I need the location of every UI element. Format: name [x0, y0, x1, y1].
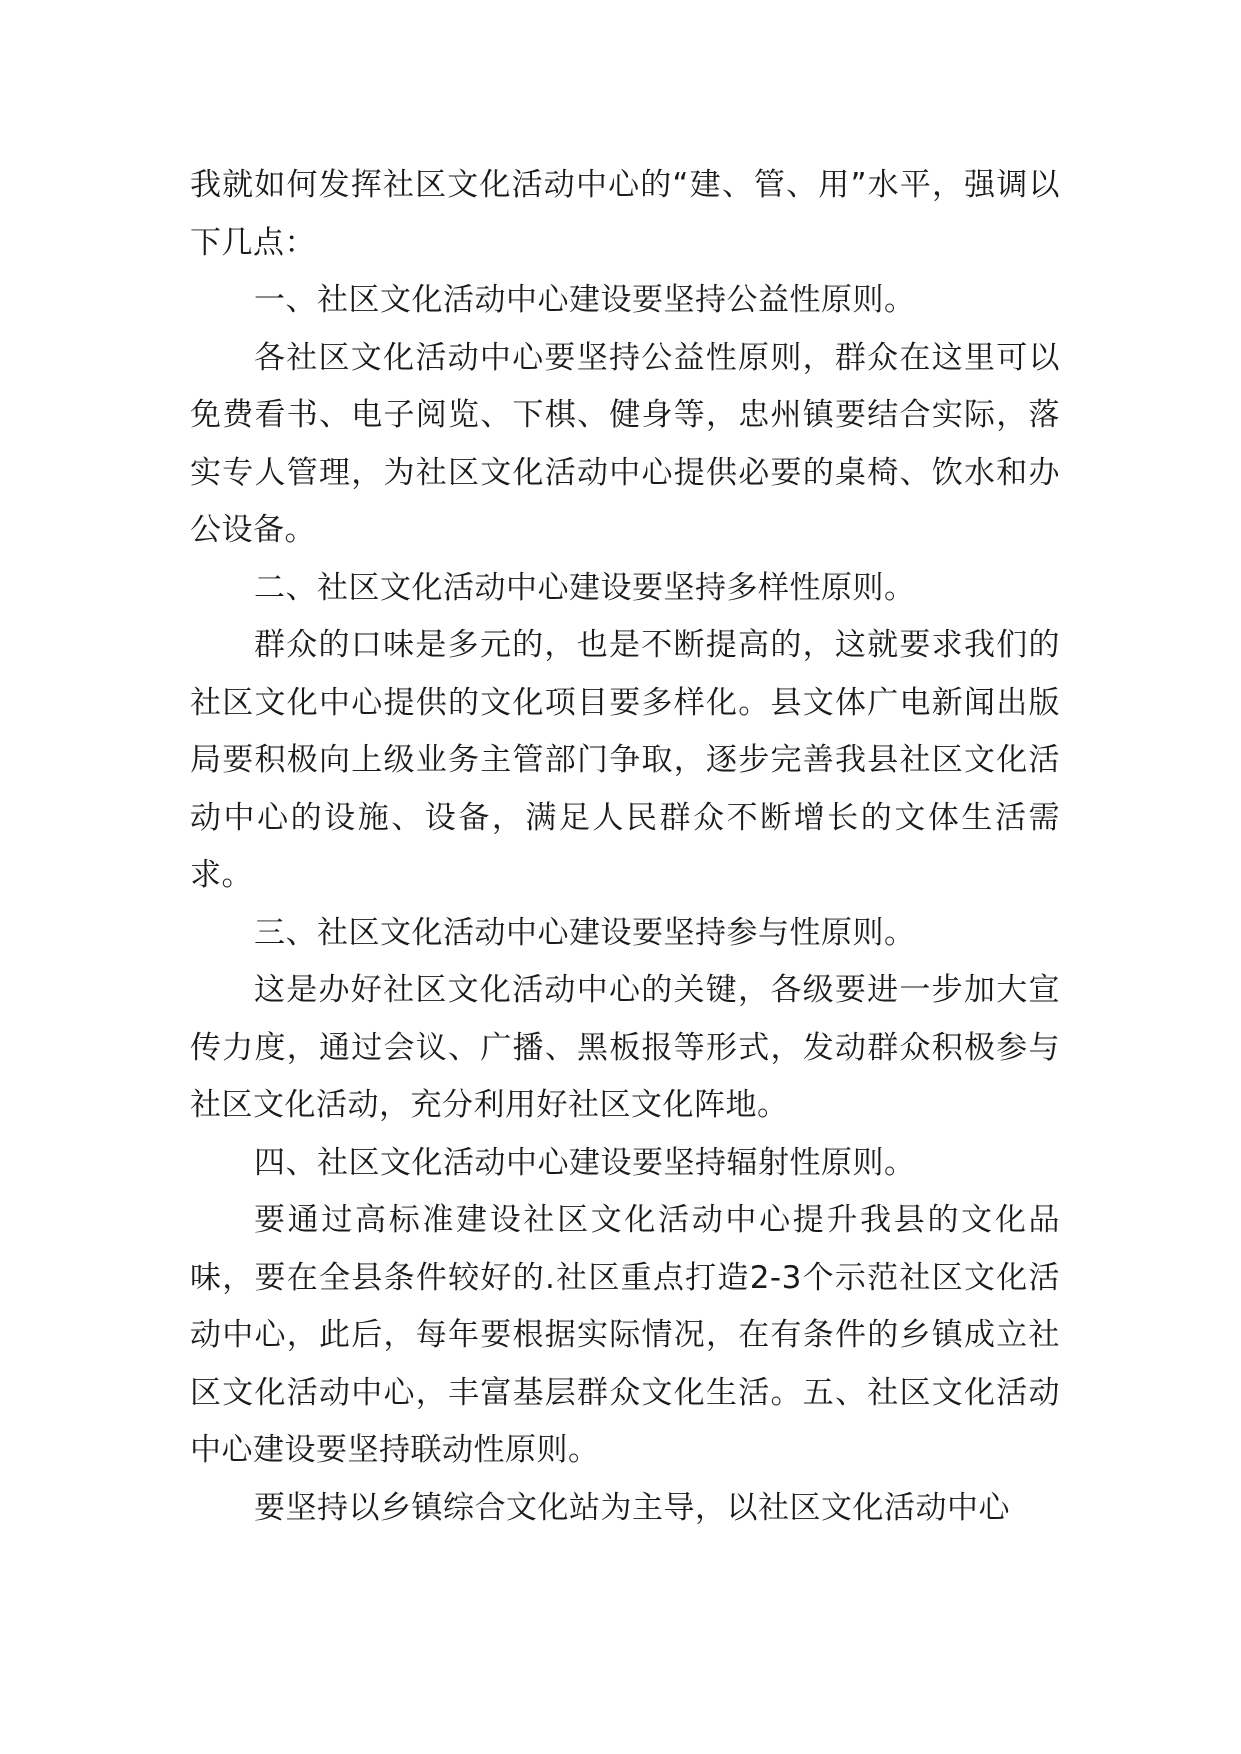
heading-principle-1: 一、社区文化活动中心建设要坚持公益性原则。	[254, 282, 916, 318]
paragraph-principle-1: 各社区文化活动中心要坚持公益性原则，群众在这里可以免费看书、电子阅览、下棋、健身等，忠州镇要结合实际，落实专人管理，为社区文化活动中心提供必要的桌椅、饮水和办公设备。	[190, 339, 1060, 548]
heading-principle-2: 二、社区文化活动中心建设要坚持多样性原则。	[254, 569, 916, 606]
paragraph-principle-2: 群众的口味是多元的，也是不断提高的，这就要求我们的社区文化中心提供的文化项目要多样化。县文体广电新闻出版局要积极向上级业务主管部门争取，逐步完善我县社区文化活动中心的设施、设备，满足人民群众不断增长的文体生活需求。	[190, 627, 1060, 893]
heading-principle-4: 四、社区文化活动中心建设要坚持辐射性原则。	[254, 1144, 916, 1181]
paragraph-principle-4: 要通过高标准建设社区文化活动中心提升我县的文化品味，要在全县条件较好的.社区重点打造2-3个示范社区文化活动中心，此后，每年要根据实际情况，在有条件的乡镇成立社区文化活动中心，丰富基层群众文化生活。五、社区文化活动中心建设要坚持联动性原则。	[190, 1202, 1060, 1468]
heading-principle-3: 三、社区文化活动中心建设要坚持参与性原则。	[254, 914, 916, 951]
paragraph-intro: 我就如何发挥社区文化活动中心的“建、管、用”水平，强调以下几点：	[190, 167, 1060, 261]
paragraph-principle-3: 这是办好社区文化活动中心的关键，各级要进一步加大宣传力度，通过会议、广播、黑板报等形式，发动群众积极参与社区文化活动，充分利用好社区文化阵地。	[190, 972, 1060, 1123]
document-body	[190, 157, 1060, 1537]
paragraph-principle-5: 要坚持以乡镇综合文化站为主导，以社区文化活动中心	[254, 1489, 1010, 1526]
